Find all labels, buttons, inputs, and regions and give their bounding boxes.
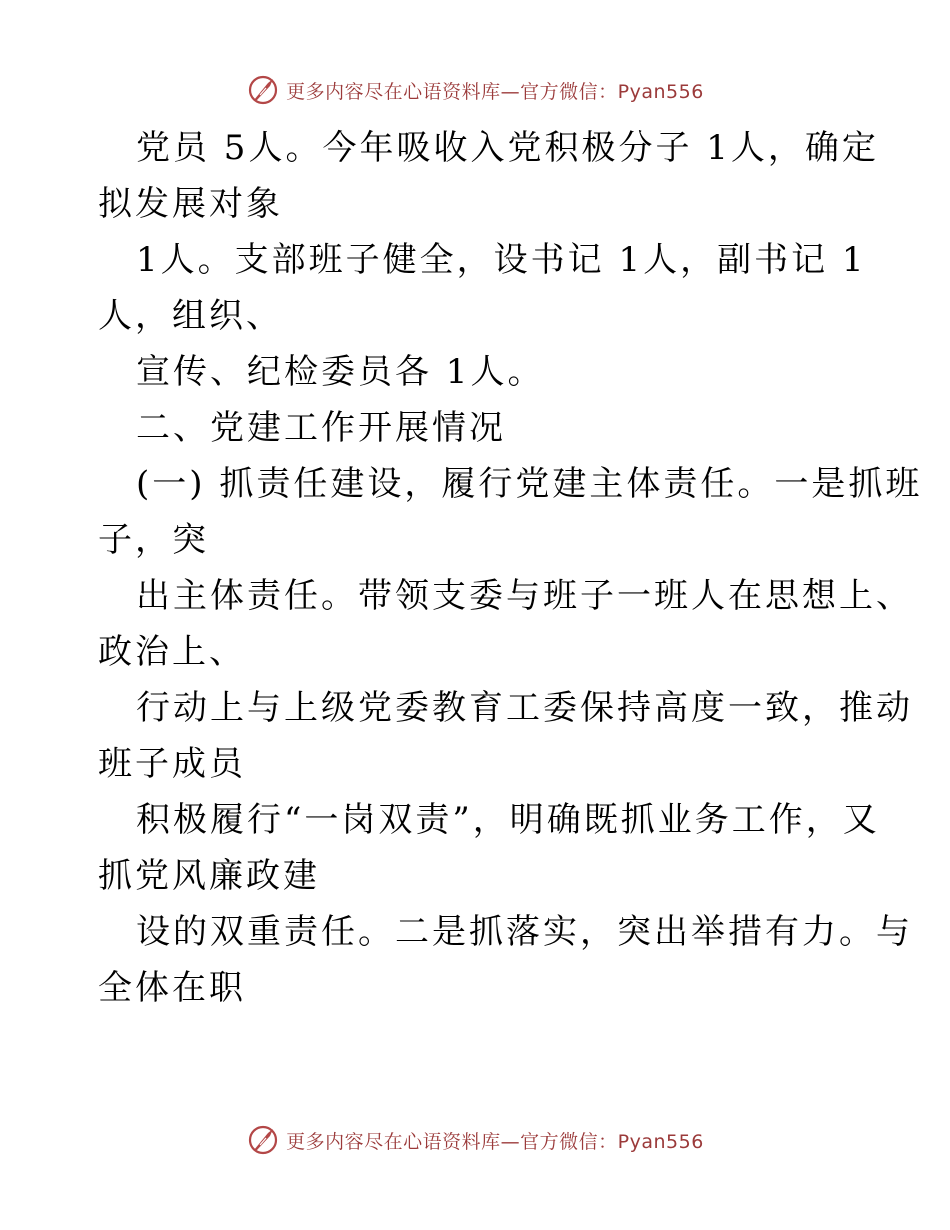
body-line: 政治上、 <box>98 632 246 672</box>
body-line: 设的双重责任。二是抓落实，突出举措有力。与 <box>136 912 913 952</box>
header-banner-text: 更多内容尽在心语资料库—官方微信：Pyan556 <box>286 80 704 103</box>
body-line: 党员 5人。今年吸收入党积极分子 1人，确定 <box>136 128 879 168</box>
body-line: 1人。支部班子健全，设书记 1人，副书记 1 <box>136 240 867 280</box>
body-line: 全体在职 <box>98 968 246 1008</box>
body-line: 拟发展对象 <box>98 184 283 224</box>
body-line: 子，突 <box>98 520 209 560</box>
header-banner-inner <box>246 73 704 107</box>
body-line: 出主体责任。带领支委与班子一班人在思想上、 <box>136 576 913 616</box>
quill-pen-icon <box>246 73 280 107</box>
document-body <box>98 120 923 1016</box>
header-banner <box>0 70 950 110</box>
footer-banner <box>0 1120 950 1160</box>
body-line: 人，组织、 <box>98 296 283 336</box>
body-line: 宣传、纪检委员各 1人。 <box>136 352 545 392</box>
section-heading: 二、党建工作开展情况 <box>136 408 506 448</box>
quill-pen-icon <box>246 1123 280 1157</box>
body-line: 班子成员 <box>98 744 246 784</box>
body-line: (一) 抓责任建设，履行党建主体责任。一是抓班 <box>136 464 923 504</box>
body-line: 行动上与上级党委教育工委保持高度一致，推动 <box>136 688 913 728</box>
footer-banner-inner <box>246 1123 704 1157</box>
footer-banner-text: 更多内容尽在心语资料库—官方微信：Pyan556 <box>286 1130 704 1153</box>
body-line: 抓党风廉政建 <box>98 856 320 896</box>
body-line: 积极履行“一岗双责”，明确既抓业务工作，又 <box>136 800 880 840</box>
